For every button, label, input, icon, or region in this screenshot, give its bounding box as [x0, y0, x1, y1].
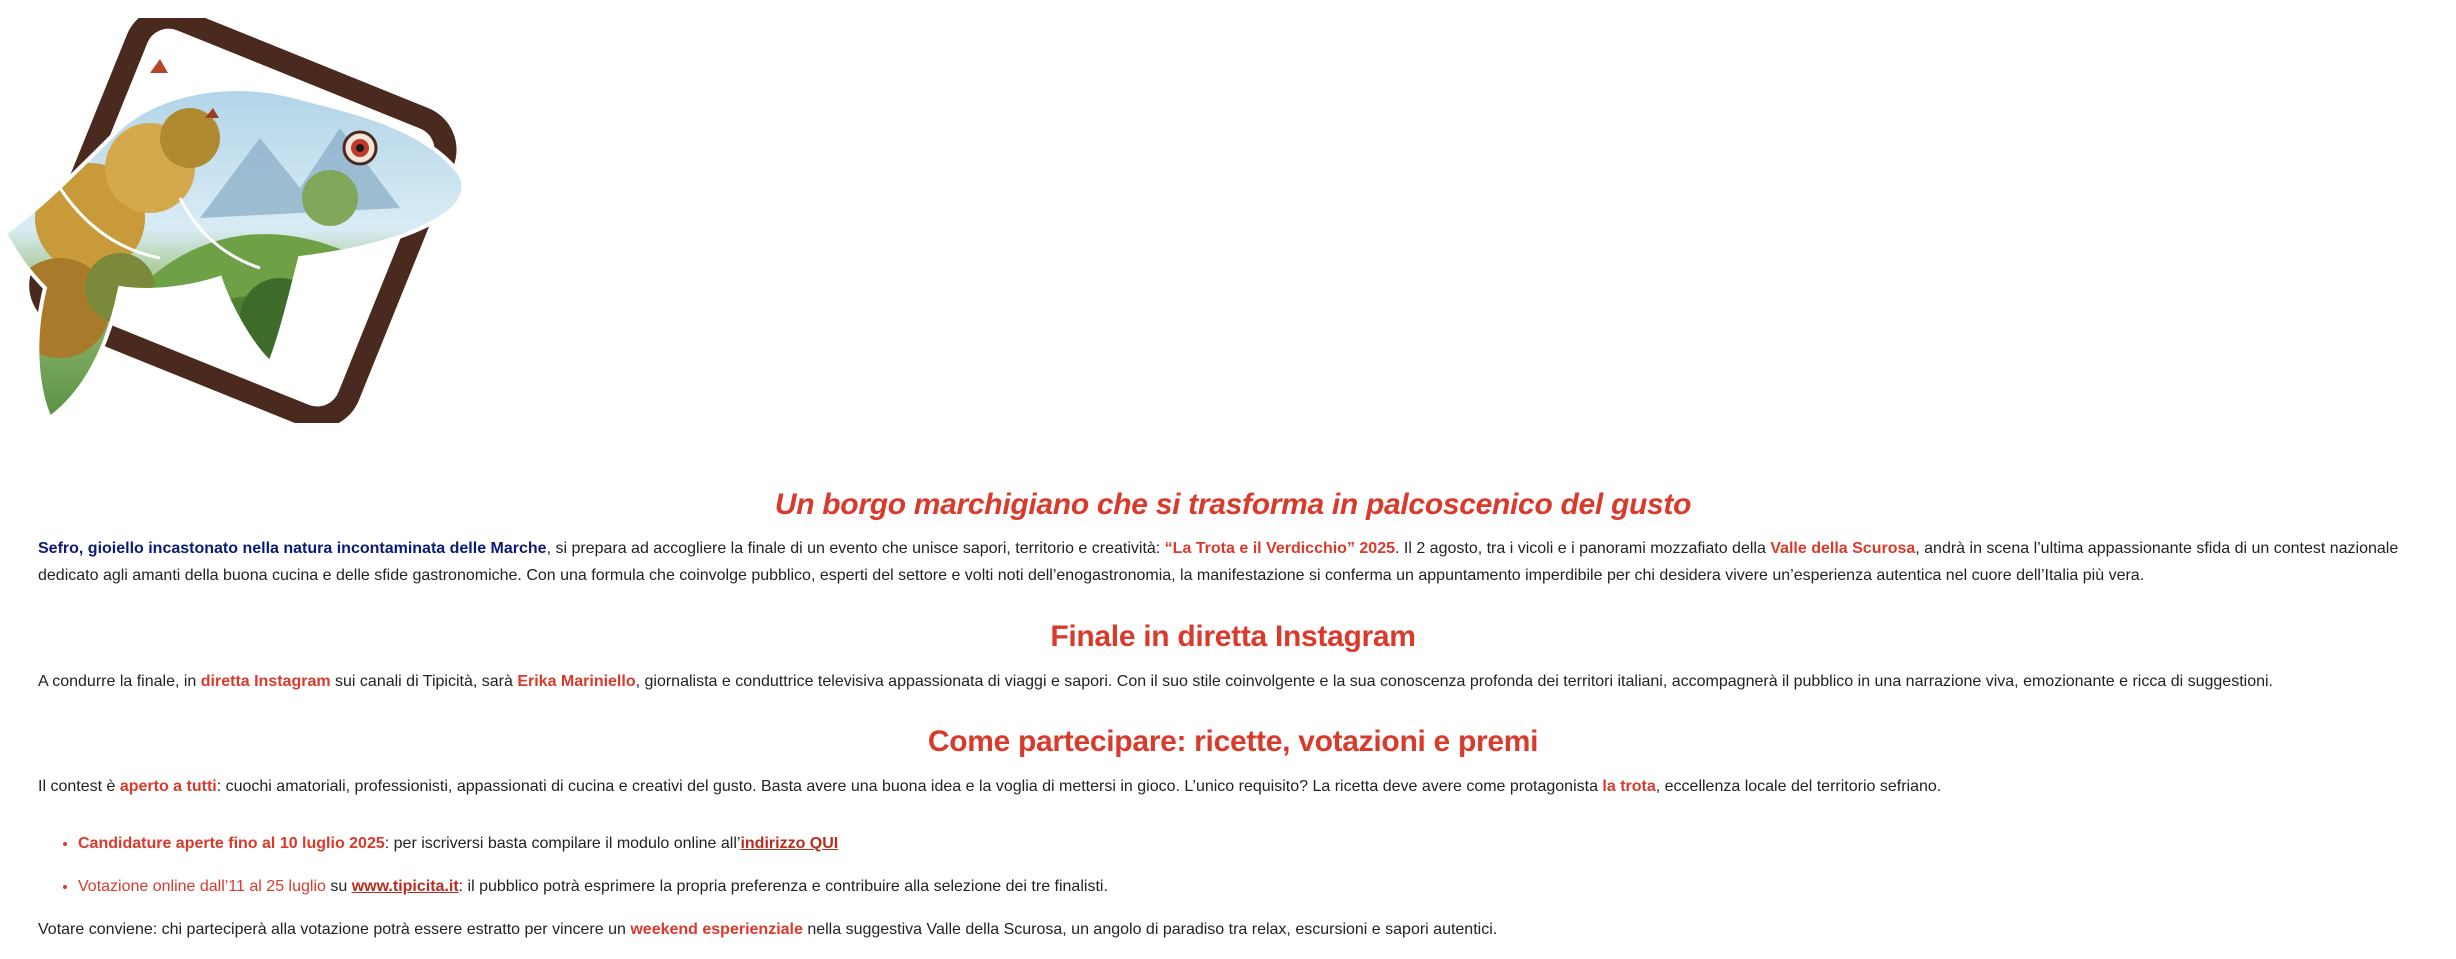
- list-item: • Candidature aperte fino al 10 luglio 2025: per iscriversi basta compilare il modulo online all’indirizzo QUI: [78, 830, 2428, 857]
- instagram-highlight: diretta Instagram: [200, 673, 331, 690]
- prize-highlight: weekend esperienziale: [630, 921, 803, 938]
- host-name: Erika Mariniello: [517, 673, 636, 690]
- paragraph-finale: A condurre la finale, in diretta Instagram sui canali di Tipicità, sarà Erika Mariniello, giornalista e conduttrice televisiva appassionata di viaggi e sapori. Con il suo stile coinvolgente e la sua conoscenza profonda dei territori italiani, accompagnerà il pubblico in una narrazione viva, emozionante e ricca di suggestioni.: [38, 673, 2273, 690]
- event-name: “La Trota e il Verdicchio” 2025: [1164, 540, 1395, 557]
- section-heading-partecipare: Come partecipare: ricette, votazioni e premi: [927, 725, 1539, 758]
- signup-link[interactable]: indirizzo QUI: [740, 835, 839, 852]
- contest-steps-list: [38, 830, 2428, 916]
- tipicita-link[interactable]: www.tipicita.it: [351, 878, 459, 895]
- paragraph-closing: Votare conviene: chi parteciperà alla votazione potrà essere estratto per vincere un weekend esperienziale nella suggestiva Valle della Scurosa, un angolo di paradiso tra relax, escursioni e sapori autentici.: [38, 921, 1498, 938]
- section-heading-borgo: Un borgo marchigiano che si trasforma in palcoscenico del gusto: [774, 488, 1692, 521]
- place-name: Valle della Scurosa: [1770, 540, 1916, 557]
- paragraph-contest: Il contest è aperto a tutti: cuochi amatoriali, professionisti, appassionati di cucina e creativi del gusto. Basta avere una buona idea e la voglia di mettersi in gioco. L’unico requisito? La ricetta deve avere come protagonista la trota, eccellenza locale del territorio sefriano.: [38, 778, 1942, 795]
- fish-landscape-logo: [0, 18, 470, 423]
- list-item: • Votazione online dall’11 al 25 luglio su www.tipicita.it: il pubblico potrà esprimere la propria preferenza e contribuire alla selezione dei tre finalisti.: [78, 873, 2428, 900]
- section-heading-finale: Finale in diretta Instagram: [1050, 620, 1416, 653]
- paragraph-intro: Sefro, gioiello incastonato nella natura incontaminata delle Marche, si prepara ad accogliere la finale di un evento che unisce sapori, territorio e creatività: “La Trota e il Verdicchio” 2025. Il 2 agosto, tra i vicoli e i panorami mozzafiato della Valle della Scurosa, andrà in scena l’ultima appassionante sfida di un contest nazionale dedicato agli amanti della buona cucina e delle sfide gastronomiche. Con una formula che coinvolge pubblico, esperti del settore e volti noti dell’enogastronomia, la manifestazione si conferma un appuntamento imperdibile per chi desidera vivere un’esperienza autentica nel cuore dell’Italia più vera.: [38, 540, 2399, 584]
- trout-highlight: la trota: [1602, 778, 1656, 795]
- open-to-all: aperto a tutti: [119, 778, 217, 795]
- intro-strong-text: Sefro, gioiello incastonato nella natura incontaminata delle Marche: [38, 540, 547, 557]
